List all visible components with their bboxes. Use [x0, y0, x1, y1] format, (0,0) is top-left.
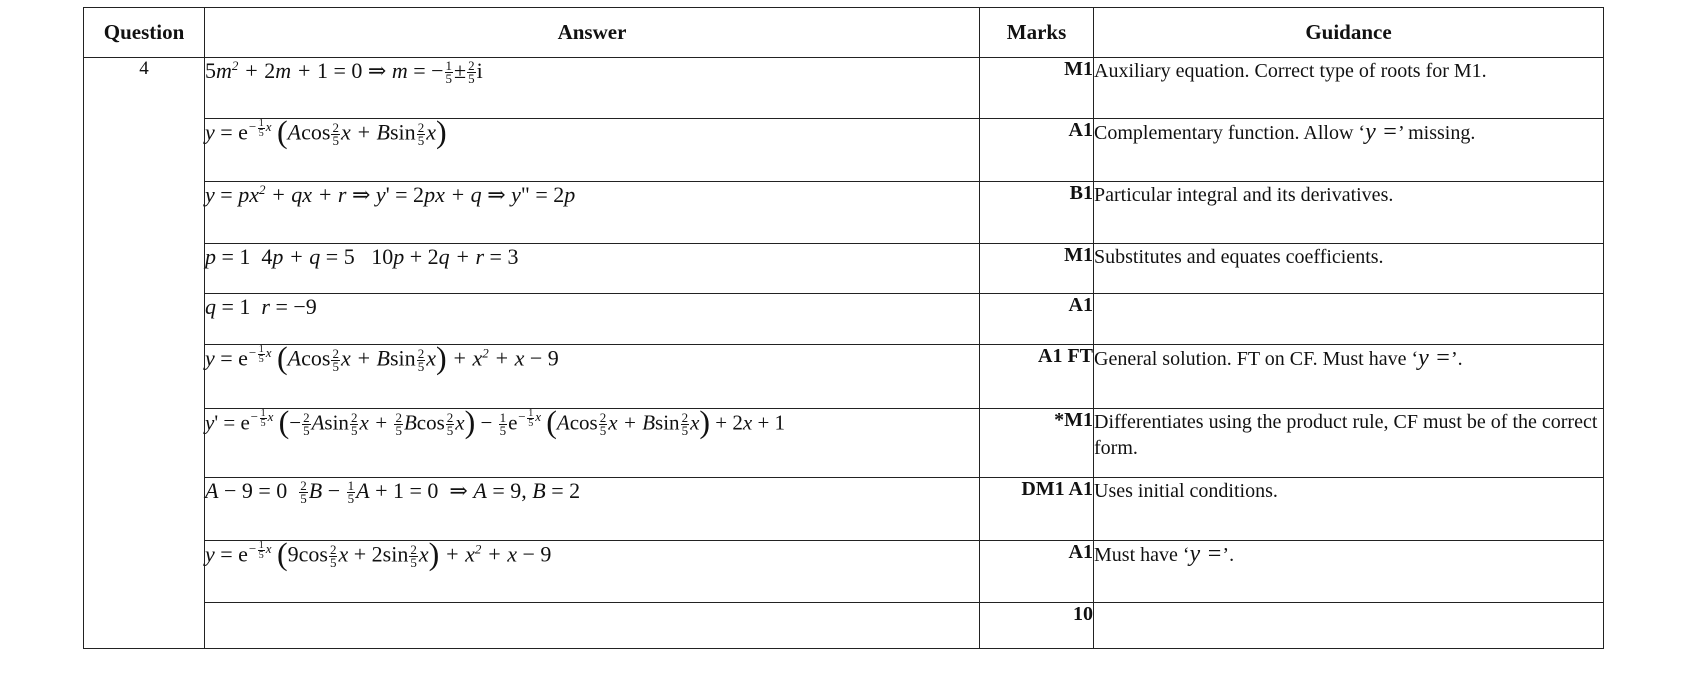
guidance-cell: [1094, 294, 1604, 345]
table-row: [84, 294, 1604, 345]
marks-cell: A1: [980, 541, 1094, 603]
answer-cell: $y = e^{- \frac{1}{5} x}$ (Acos $\frac{2}{5}$ x + Bsin $\frac{2}{5}$ x): [205, 119, 980, 182]
question-number: 4: [84, 58, 205, 649]
total-row: [84, 603, 1604, 649]
answer-cell: A − 9 = 0 $\frac{2}{5}$ B − $\frac{1}{5}$ A + 1 = 0 ⇒ A = 9, B = 2: [205, 478, 980, 541]
table-row: [84, 119, 1604, 182]
total-marks: 10: [980, 603, 1094, 649]
marks-cell: A1 FT: [980, 345, 1094, 409]
guidance-cell: Complementary function. Allow ‘y =’ missing.: [1094, 119, 1604, 182]
marks-cell: M1: [980, 244, 1094, 294]
answer-cell: p = 1 4p + q = 5 10p + 2q + r = 3: [205, 244, 980, 294]
table-row: [84, 58, 1604, 119]
answer-cell: $y = e^{- \frac{1}{5} x}$ (Acos $\frac{2}{5}$ x + Bsin $\frac{2}{5}$ $x) + x^2 + x - 9$: [205, 345, 980, 409]
guidance-cell: Differentiates using the product rule, CF must be of the correct form.: [1094, 409, 1604, 478]
guidance-header: Guidance: [1094, 8, 1604, 58]
table-row: [84, 244, 1604, 294]
guidance-cell: Auxiliary equation. Correct type of roots for M1.: [1094, 58, 1604, 119]
marks-cell: B1: [980, 182, 1094, 244]
table-row: [84, 478, 1604, 541]
answer-cell: $5m^2 + 2m + 1 = 0$ ⇒ m = − $\frac{1}{5}$ ± $\frac{2}{5}$ i: [205, 58, 980, 119]
table-row: [84, 541, 1604, 603]
guidance-cell: [1094, 603, 1604, 649]
mark-scheme-table: [83, 7, 1604, 649]
marks-cell: A1: [980, 119, 1094, 182]
table-row: [84, 409, 1604, 478]
marks-cell: A1: [980, 294, 1094, 345]
answer-cell: $y = px^2$ + qx + r ⇒ y' = 2px + q ⇒ y" = 2p: [205, 182, 980, 244]
guidance-cell: Particular integral and its derivatives.: [1094, 182, 1604, 244]
guidance-cell: Substitutes and equates coefficients.: [1094, 244, 1604, 294]
marks-cell: M1: [980, 58, 1094, 119]
marks-cell: *M1: [980, 409, 1094, 478]
guidance-cell: Must have ‘y =’.: [1094, 541, 1604, 603]
answer-cell: q = 1 r = −9: [205, 294, 980, 345]
answer-header: Answer: [205, 8, 980, 58]
answer-cell: $y' = e^{- \frac{1}{5} x}$ (− $\frac{2}{5}$ Asin $\frac{2}{5}$ x + $\frac{2}{5}$ Bcos $\frac{2}{5}$ x) − $\frac{1}{5}$ $e^{- \frac{1}{5} x}$ (Acos $\frac{2}{5}$ x + Bsin $\frac{2}{5}$ x) + 2x + 1: [205, 409, 980, 478]
header-row: [84, 8, 1604, 58]
answer-cell: [205, 603, 980, 649]
guidance-cell: Uses initial conditions.: [1094, 478, 1604, 541]
marks-header: Marks: [980, 8, 1094, 58]
question-header: Question: [84, 8, 205, 58]
marks-cell: DM1 A1: [980, 478, 1094, 541]
table-row: [84, 182, 1604, 244]
answer-cell: $y = e^{- \frac{1}{5} x}$ (9cos $\frac{2}{5}$ x + 2sin $\frac{2}{5}$ $x) + x^2 + x - 9$: [205, 541, 980, 603]
table-row: [84, 345, 1604, 409]
guidance-cell: General solution. FT on CF. Must have ‘y =’.: [1094, 345, 1604, 409]
